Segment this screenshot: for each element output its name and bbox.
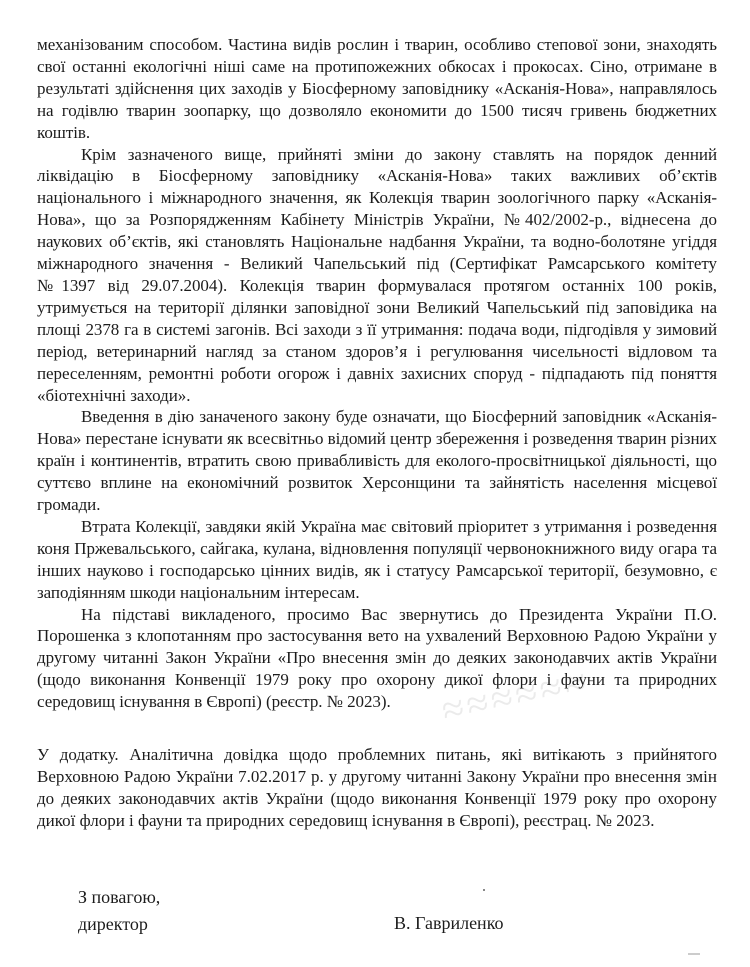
faint-watermark: ≈≈≈≈≈≈ — [436, 657, 593, 734]
signer-position: директор — [78, 914, 148, 934]
letter-body — [37, 34, 717, 713]
closing-block — [78, 884, 160, 938]
paragraph-2: Крім зазначеного вище, прийняті зміни до закону ставлять на порядок денний ліквідацію в Біосферному заповіднику «Асканія-Нова» таких важливих об’єктів національного і міжнародного значення, як Колекція тварин зоологічного парку «Асканія-Нова», що за Розпорядженням Кабінету Міністрів України, №402/2002-р., віднесена до наукових об’єктів, які становлять Національне надбання України, та водно-болотяне угіддя міжнародного значення - Великий Чапельський під (Сертифікат Рамсарського комітету №1397 від 29.07.2004). Колекція тварин формувалася протягом останніх 100 років, утримується на території ділянки заповідної зони Великий Чапельський під заповідика на площі 2378 га в системі загонів. Всі заходи з її утримання: подача води, підгодівля у зимовий період, ветеринарний нагляд за станом здоров’я і регулювання чисельності відловом та переселенням, ремонтні роботи огорож і давніх захисних споруд - підпадають під поняття «біотехнічні заходи». — [37, 144, 717, 405]
scan-speck — [483, 889, 485, 891]
paragraph-3: Введення в дію заначеного закону буде означати, що Біосферний заповідник «Асканія-Нова» перестане існувати як всесвітньо відомий центр збереження і розведення тварин різних країн і континентів, втратить свою привабливість для еколого-просвітницької діяльності, що суттєво вплине на економічний розвиток Херсонщини та зайнятість населення місцевої громади. — [37, 407, 717, 515]
signer-name: В. Гавриленко — [394, 913, 504, 933]
scan-speck — [688, 953, 700, 955]
paragraph-1: механізованим способом. Частина видів рослин і тварин, особливо степової зони, знаходять свої останні екологічні ніші саме на протипожежних обкосах і прокосах. Сіно, отримане в результаті здійснення цих заходів у Біосферному заповіднику «Асканія-Нова», направлялось на годівлю тварин зоопарку, що дозволяло економити до 1500 тисяч гривень бюджетних коштів. — [37, 35, 717, 142]
appendix-note — [37, 744, 717, 832]
paragraph-4: Втрата Колекції, завдяки якій Україна має світовий пріоритет з утримання і розведення коня Пржевальського, сайгака, кулана, відновлення популяції червонокнижного виду огара та інших науково і господарсько цінних видів, як і статусу Рамсарської території, безумовно, є заподіянням шкоди національним інтересам. — [37, 516, 717, 602]
closing-regards: З повагою, — [78, 887, 161, 907]
appendix-text: У додатку. Аналітична довідка щодо проблемних питань, які витікають з прийнятого Верховною Радою України 7.02.2017 р. у другому читанні Закону України про внесення змін до деяких законодавчих актів України (щодо виконання Конвенції 1979 року про охорону дикої флори і фауни та природних середовищ існування в Європі), реєстрац. № 2023. — [37, 745, 717, 830]
paragraph-5: На підставі викладеного, просимо Вас звернутись до Президента України П.О. Порошенка з клопотанням про застосування вето на ухвалений Верховною Радою України у другому читанні Закон України «Про внесення змін до деяких законодавчих актів України (щодо виконання Конвенції 1979 року про охорону дикої флори і фауни та природних середовищ існування в Європі) (реєстр. № 2023). — [37, 604, 717, 712]
